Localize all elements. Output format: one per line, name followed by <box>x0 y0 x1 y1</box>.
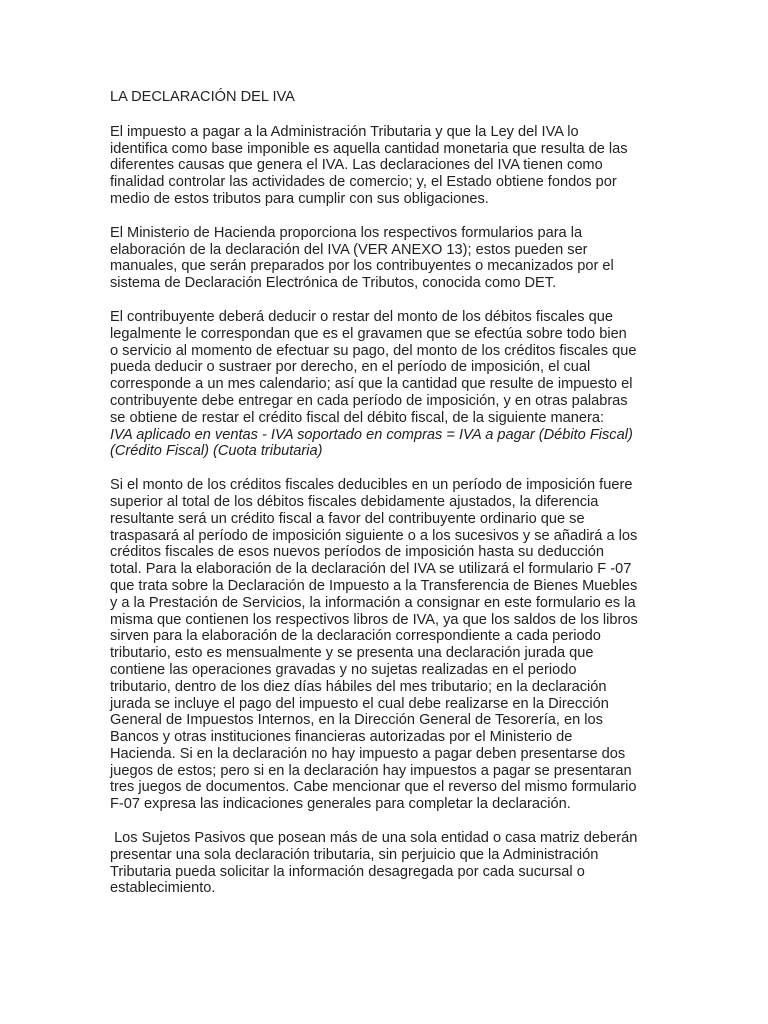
paragraph-3: El contribuyente deberá deducir o restar del monto de los débitos fiscales que legalmente le correspondan que es el gravamen que se efectúa sobre todo bien o servicio al momento de efectuar su pago, del monto de los créditos fiscales que pueda deducir o sustraer por derecho, en el período de imposición, el cual corresponde a un mes calendario; así que la cantidad que resulte de impuesto el contribuyente debe entregar en cada período de imposición, y en otras palabras se obtiene de restar el crédito fiscal del débito fiscal, de la siguiente manera: <box>110 308 637 426</box>
paragraph-3-block <box>110 309 638 460</box>
paragraph-1: El impuesto a pagar a la Administración Tributaria y que la Ley del IVA lo identifica como base imponible es aquella cantidad monetaria que resulta de las diferentes causas que genera el IVA. Las declaraciones del IVA tienen como finalidad controlar las actividades de comercio; y, el Estado obtiene fondos por medio de estos tributos para cumplir con sus obligaciones. <box>110 123 628 207</box>
paragraph-5: Los Sujetos Pasivos que posean más de una sola entidad o casa matriz deberán presentar una sola declaración tributaria, sin perjuicio que la Administración Tributaria pueda solicitar la información desagregada por cada sucursal o establecimiento. <box>110 830 638 897</box>
document-title: LA DECLARACIÓN DEL IVA <box>110 89 295 105</box>
document-page <box>110 89 638 914</box>
paragraph-4: Si el monto de los créditos fiscales deducibles en un período de imposición fuere superior al total de los débitos fiscales debidamente ajustados, la diferencia resultante será un crédito fiscal a favor del contribuyente ordinario que se traspasará al período de imposición siguiente o a los sucesivos y se añadirá a los créditos fiscales de esos nuevos períodos de imposición hasta su deducción total. Para la elaboración de la declaración del IVA se utilizará el formulario F -07 que trata sobre la Declaración de Impuesto a la Transferencia de Bienes Muebles y a la Prestación de Servicios, la información a consignar en este formulario es la misma que contienen los respectivos libros de IVA, ya que los saldos de los libros sirven para la elaboración de la declaración correspondiente a cada periodo tributario, esto es mensualmente y se presenta una declaración jurada que contiene las operaciones gravadas y no sujetas realizadas en el periodo tributario, dentro de los diez días hábiles del mes tributario; en la declaración jurada se incluye el pago del impuesto el cual debe realizarse en la Dirección General de Impuestos Internos, en la Dirección General de Tesorería, en los Bancos y otras instituciones financieras autorizadas por el Ministerio de Hacienda. Si en la declaración no hay impuesto a pagar deben presentarse dos juegos de estos; pero si en la declaración hay impuestos a pagar se presentaran tres juegos de documentos. Cabe mencionar que el reverso del mismo formulario F-07 expresa las indicaciones generales para completar la declaración. <box>110 477 638 813</box>
paragraph-2: El Ministerio de Hacienda proporciona los respectivos formularios para la elaboración de la declaración del IVA (VER ANEXO 13); estos pueden ser manuales, que serán preparados por los contribuyentes o mecanizados por el sistema de Declaración Electrónica de Tributos, conocida como DET. <box>110 224 614 292</box>
paragraph-5-block <box>110 830 638 897</box>
iva-formula: IVA aplicado en ventas - IVA soportado en compras = IVA a pagar (Débito Fiscal) (Crédito Fiscal) (Cuota tributaria) <box>110 426 633 460</box>
